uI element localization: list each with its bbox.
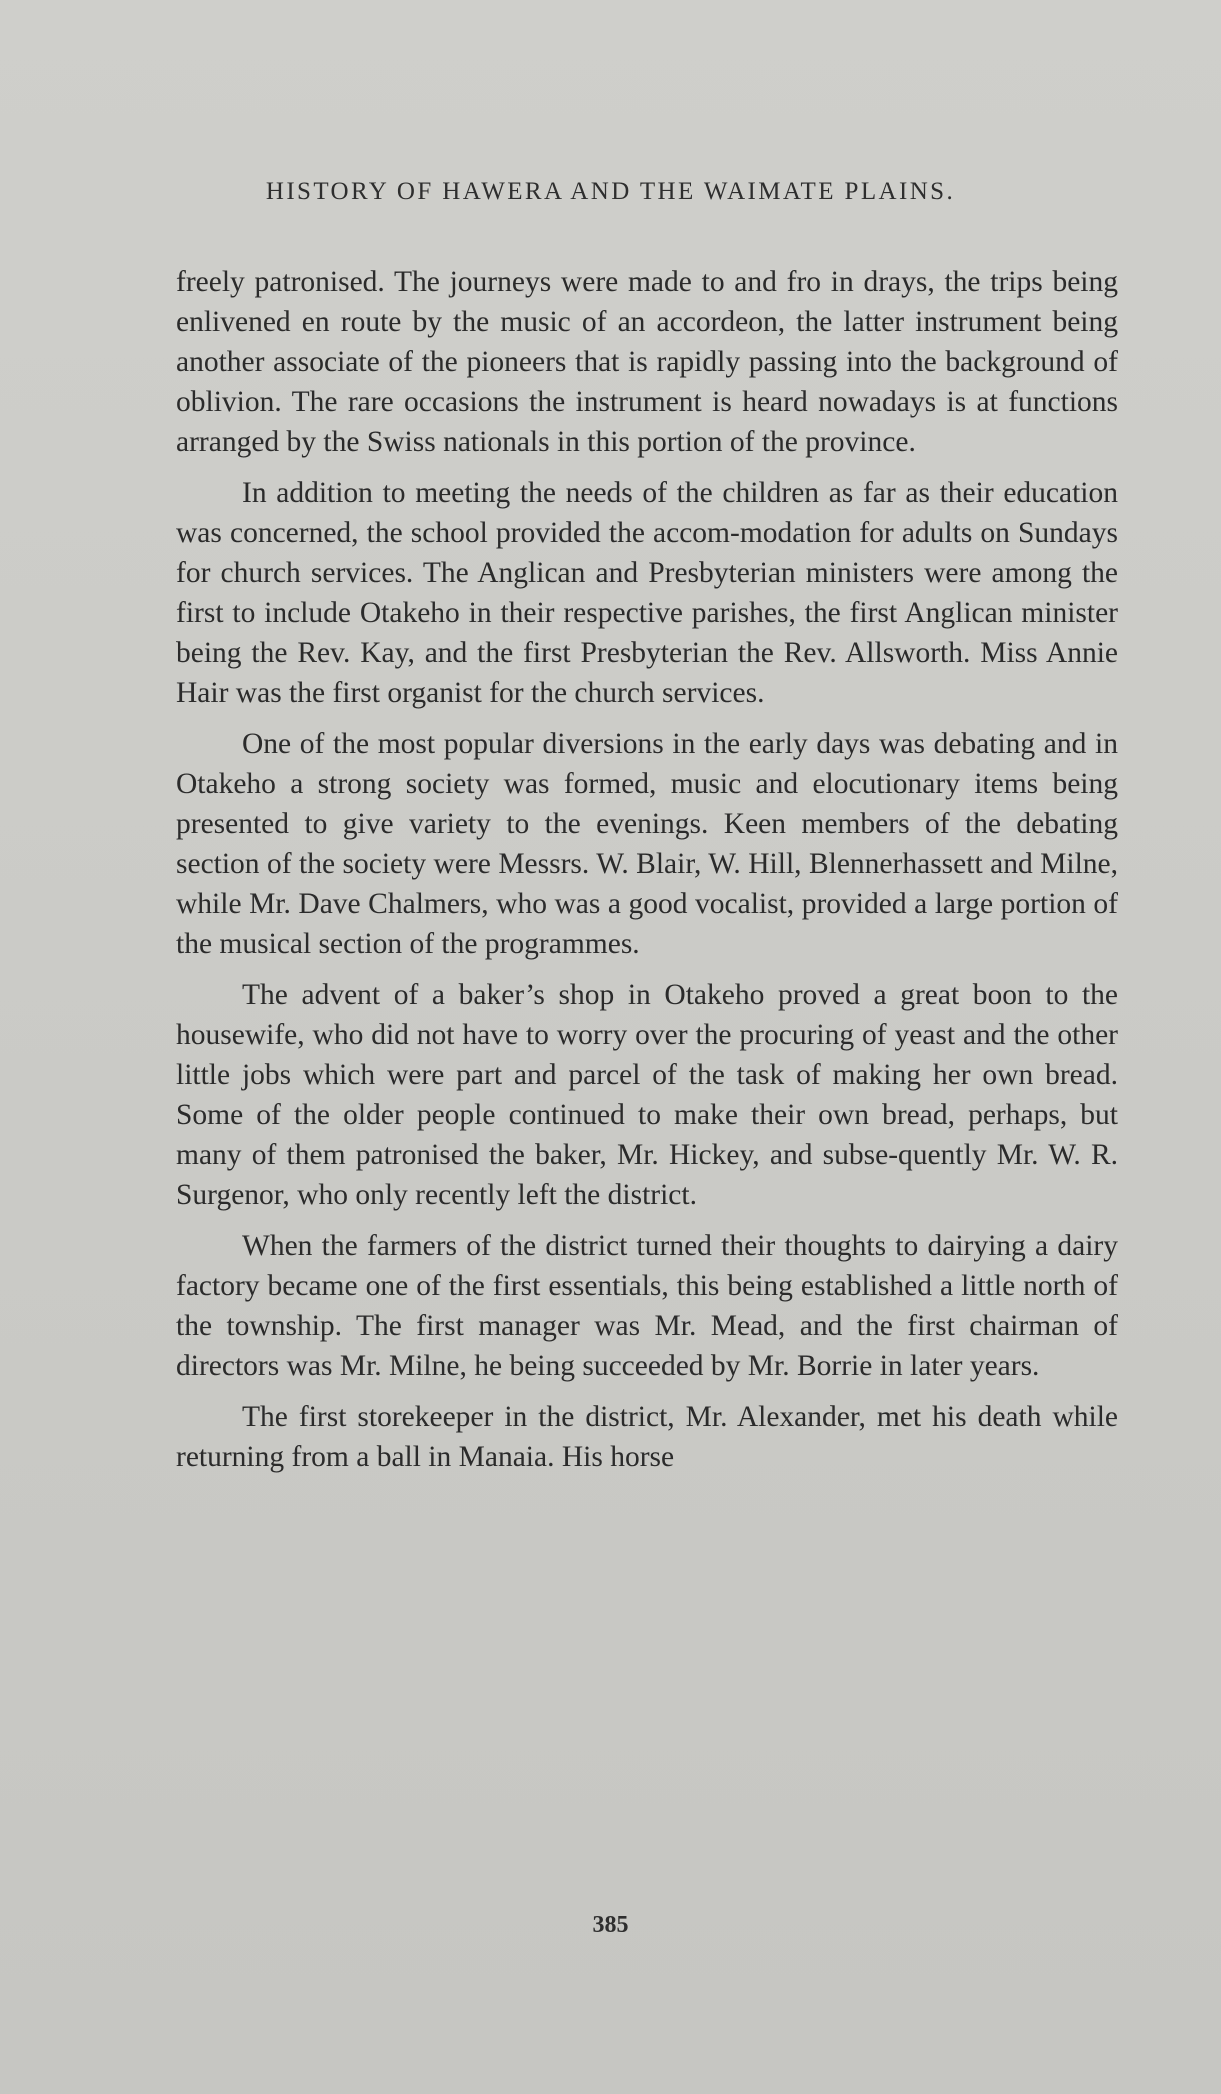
paragraph: The first storekeeper in the district, Mr. Alexander, met his death while returning from a ball in Manaia. His horse <box>176 1401 1118 1473</box>
paragraph: One of the most popular diversions in the early days was debating and in Otakeho a strong society was formed, music and elocutionary items being presented to give variety to the evenings. Keen members of the debating section of the society were Messrs. W. Blair, W. Hill, Blennerhassett and Milne, while Mr. Dave Chalmers, who was a good vocalist, provided a large portion of the musical section of the programmes. <box>176 728 1118 960</box>
paragraph: When the farmers of the district turned their thoughts to dairying a dairy factory became one of the first essentials, this being established a little north of the township. The first manager was Mr. Mead, and the first chairman of directors was Mr. Milne, he being succeeded by Mr. Borrie in later years. <box>176 1230 1118 1382</box>
page-number: 385 <box>592 1912 629 1938</box>
paragraph: In addition to meeting the needs of the children as far as their education was concerned, the school provided the accom-modation for adults on Sundays for church services. The Anglican and Presbyterian ministers were among the first to include Otakeho in their respective parishes, the first Anglican minister being the Rev. Kay, and the first Presbyterian the Rev. Allsworth. Miss Annie Hair was the first organist for the church services. <box>176 477 1118 709</box>
paragraph: freely patronised. The journeys were made to and fro in drays, the trips being enlivened en route by the music of an accordeon, the latter instrument being another associate of the pioneers that is rapidly passing into the background of oblivion. The rare occasions the instrument is heard nowadays is at functions arranged by the Swiss nationals in this portion of the province. <box>176 266 1118 458</box>
body-text <box>176 262 1118 1488</box>
running-head: HISTORY OF HAWERA AND THE WAIMATE PLAINS. <box>265 178 956 205</box>
paragraph: The advent of a baker’s shop in Otakeho proved a great boon to the housewife, who did not have to worry over the procuring of yeast and the other little jobs which were part and parcel of the task of making her own bread. Some of the older people continued to make their own bread, perhaps, but many of them patronised the baker, Mr. Hickey, and subse-quently Mr. W. R. Surgenor, who only recently left the district. <box>176 979 1118 1211</box>
